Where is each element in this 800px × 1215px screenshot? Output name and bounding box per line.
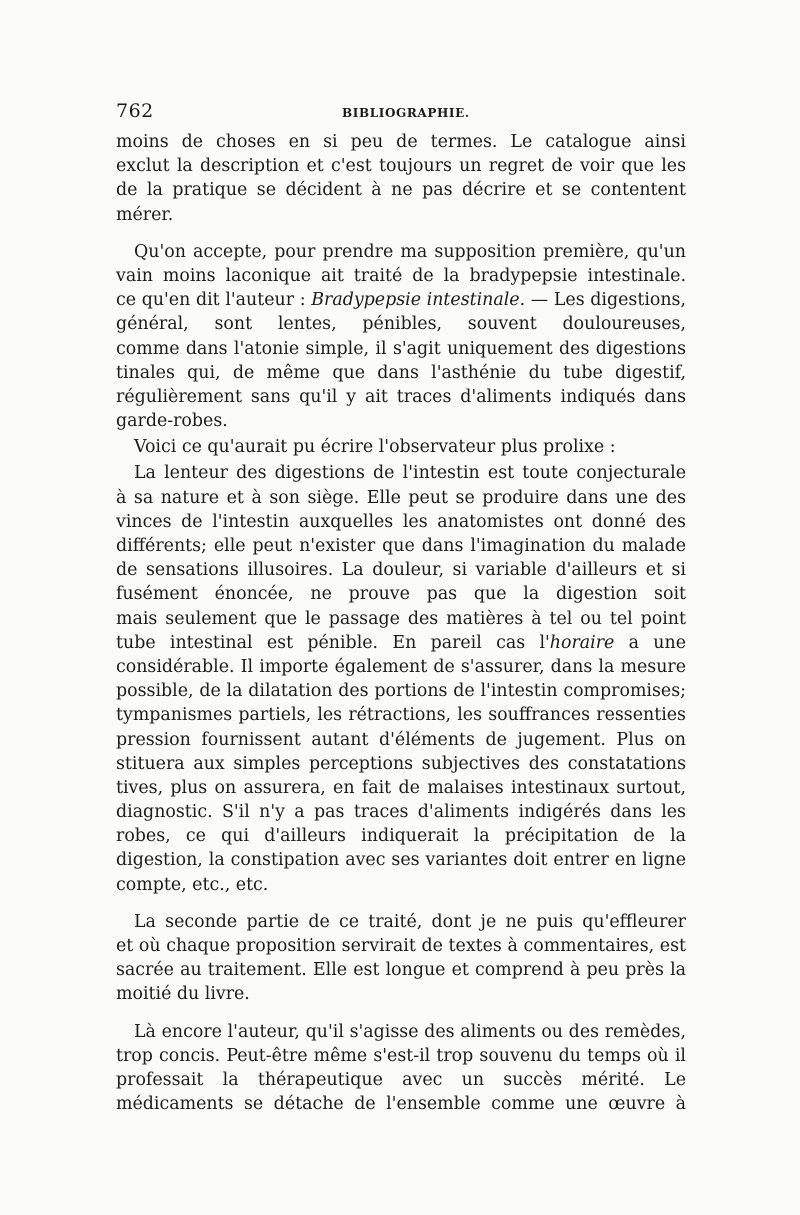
paragraph — [116, 240, 686, 434]
text-line: Là encore l'auteur, qu'il s'agisse des aliments ou des remèdes, — [134, 1021, 686, 1042]
text-line: tives, plus on assurera, en fait de malaises intestinaux surtout, — [116, 777, 686, 798]
text-line: comme dans l'atonie simple, il s'agit uniquement des digestions — [116, 338, 686, 359]
text-line: trop concis. Peut-être même s'est-il trop souvenu du temps où il — [116, 1045, 686, 1066]
text-line: médicaments se détache de l'ensemble comme une œuvre à — [116, 1094, 686, 1115]
text-line-mixed — [116, 288, 686, 312]
paragraph — [116, 461, 686, 896]
running-title: BIBLIOGRAPHIE. — [342, 106, 470, 120]
text-line: régulièrement sans qu'il y ait traces d'aliments indiqués dans — [116, 386, 686, 407]
text-line: Voici ce qu'aurait pu écrire l'observateur plus prolixe : — [134, 437, 616, 458]
text-line: différents; elle peut n'exister que dans l'imagination du malade — [116, 536, 686, 556]
text-line: pression fournissent autant d'éléments de jugement. Plus on — [116, 729, 686, 750]
italic-heading: Bradypepsie intestinale. — [311, 290, 526, 311]
italic-word: horaire — [549, 632, 615, 653]
text-line: garde-robes. — [116, 411, 228, 432]
paragraph — [116, 130, 686, 227]
text-line: diagnostic. S'il n'y a pas traces d'aliments indigérés dans les — [116, 802, 686, 823]
paragraph — [116, 1020, 686, 1117]
text-line: tympanismes partiels, les rétractions, les souffrances ressenties — [116, 705, 686, 726]
text-segment: ce qu'en dit l'auteur : — [116, 290, 306, 311]
text-line: sacrée au traitement. Elle est longue et comprend à peu près la — [116, 960, 686, 981]
text-line-mixed — [116, 631, 686, 655]
paragraph — [116, 435, 686, 459]
page-header — [116, 100, 686, 126]
text-line: mérer. — [116, 204, 174, 225]
text-line: moitié du livre. — [116, 984, 250, 1005]
text-line: La seconde partie de ce traité, dont je ne puis qu'effleurer — [134, 911, 686, 932]
text-line: possible, de la dilatation des portions de l'intestin compromises; — [116, 681, 686, 702]
text-line: vain moins laconique ait traité de la bradypepsie intestinale. — [116, 265, 686, 286]
text-line: robes, ce qui d'ailleurs indiquerait la précipitation de la — [116, 826, 686, 847]
paragraph-gap — [116, 897, 686, 910]
text-line: de la pratique se décident à ne pas décrire et se contentent — [116, 180, 686, 201]
text-segment: — Les digestions, — [530, 290, 686, 311]
text-line: tinales qui, de même que dans l'asthénie du tube digestif, — [116, 362, 686, 383]
text-line: à sa nature et à son siège. Elle peut se produire dans une des — [116, 487, 686, 508]
text-segment: tube intestinal est pénible. En pareil cas l' — [116, 632, 550, 653]
text-line: considérable. Il importe également de s'assurer, dans la mesure — [116, 656, 686, 677]
paragraph — [116, 910, 686, 1007]
text-line: Qu'on accepte, pour prendre ma supposition première, qu'un — [134, 241, 686, 262]
text-segment: a une — [628, 632, 686, 653]
body-text — [116, 130, 686, 1116]
text-line: stituera aux simples perceptions subjectives des constatations — [116, 753, 686, 774]
text-line: mais seulement que le passage des matières à tel ou tel point — [116, 608, 686, 629]
text-line: professait la thérapeutique avec un succès mérité. Le — [116, 1069, 686, 1090]
text-line: de sensations illusoires. La douleur, si variable d'ailleurs et si — [116, 560, 686, 581]
text-line: général, sont lentes, pénibles, souvent douloureuses, — [116, 314, 686, 335]
paragraph-gap — [116, 227, 686, 240]
page-number: 762 — [116, 100, 154, 122]
text-line: La lenteur des digestions de l'intestin est toute conjecturale — [134, 463, 686, 484]
text-line: digestion, la constipation avec ses variantes doit entrer en ligne — [116, 850, 686, 871]
text-line: compte, etc., etc. — [116, 874, 269, 895]
text-line: fusément énoncée, ne prouve pas que la digestion soit — [116, 584, 686, 605]
text-line: vinces de l'intestin auxquelles les anatomistes ont donné des — [116, 511, 686, 532]
text-line: exclut la description et c'est toujours un regret de voir que les — [116, 156, 686, 177]
paragraph-gap — [116, 1007, 686, 1020]
text-line: et où chaque proposition servirait de textes à commentaires, est — [116, 936, 686, 956]
text-line: moins de choses en si peu de termes. Le catalogue ainsi — [116, 132, 686, 152]
